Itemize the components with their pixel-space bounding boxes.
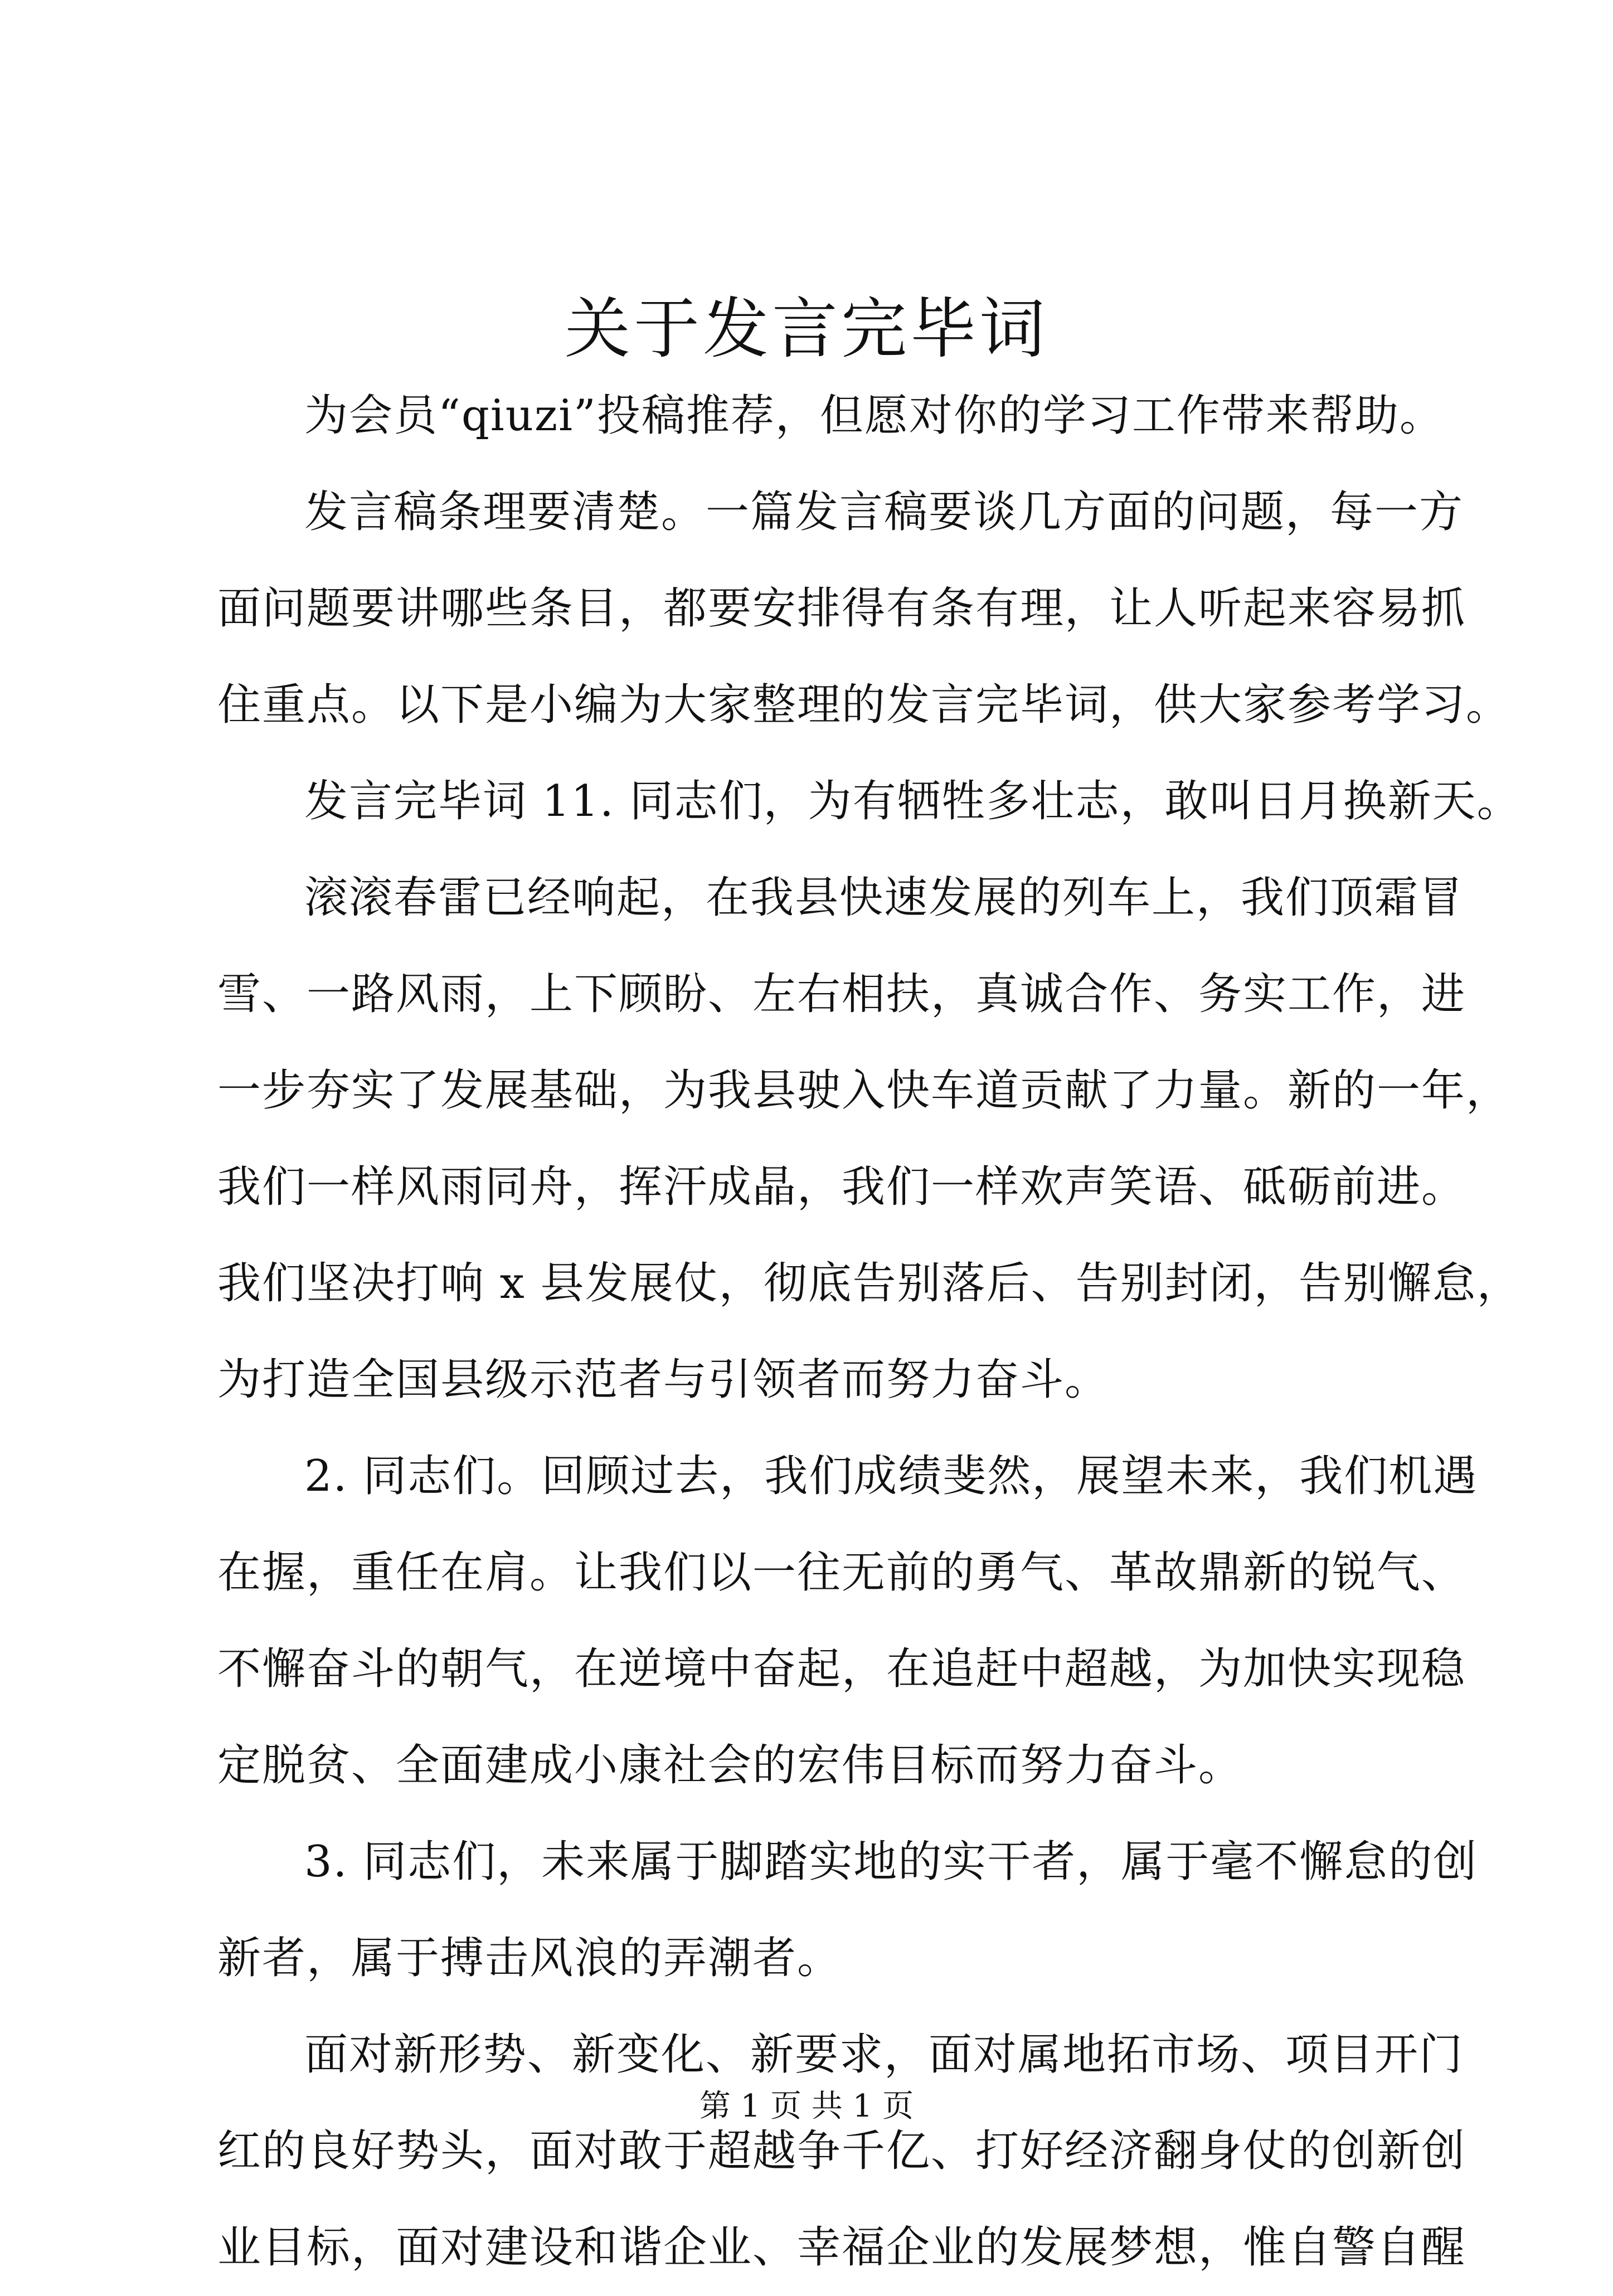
paragraph-line: 在握，重任在肩。让我们以一往无前的勇气、革故鼎新的锐气、	[217, 1548, 1466, 1598]
paragraph-line: 我们坚决打响 x 县发展仗，彻底告别落后、告别封闭，告别懈怠，	[217, 1258, 1522, 1308]
paragraph-line: 雪、一路风雨，上下顾盼、左右相扶，真诚合作、务实工作，进	[217, 969, 1466, 1019]
paragraph-line: 发言完毕词 11. 同志们，为有牺牲多壮志，敢叫日月换新天。	[304, 776, 1522, 826]
document-body	[217, 368, 1522, 2296]
paragraph-line: 为打造全国县级示范者与引领者而努力奋斗。	[217, 1355, 1110, 1405]
paragraph-line: 定脱贫、全面建成小康社会的宏伟目标而努力奋斗。	[217, 1740, 1243, 1791]
paragraph-line: 新者，属于搏击风浪的弄潮者。	[217, 1933, 842, 1983]
page-footer: 第 1 页 共 1 页	[699, 2088, 914, 2124]
paragraph-line: 3. 同志们，未来属于脚踏实地的实干者，属于毫不懈怠的创	[304, 1837, 1478, 1887]
paragraph-line: 2. 同志们。回顾过去，我们成绩斐然，展望未来，我们机遇	[304, 1451, 1478, 1501]
paragraph-line: 不懈奋斗的朝气，在逆境中奋起，在追赶中超越，为加快实现稳	[217, 1644, 1466, 1694]
paragraph-line: 为会员“qiuzi”投稿推荐，但愿对你的学习工作带来帮助。	[304, 391, 1444, 441]
paragraph-line: 住重点。以下是小编为大家整理的发言完毕词，供大家参考学习。	[217, 680, 1511, 730]
paragraph-line: 红的良好势头，面对敢于超越争千亿、打好经济翻身仗的创新创	[217, 2126, 1466, 2176]
paragraph-line: 发言稿条理要清楚。一篇发言稿要谈几方面的问题，每一方	[304, 487, 1464, 537]
paragraph-line: 面对新形势、新变化、新要求，面对属地拓市场、项目开门	[304, 2030, 1464, 2080]
paragraph-line: 滚滚春雷已经响起，在我县快速发展的列车上，我们顶霜冒	[304, 873, 1464, 923]
paragraph-line: 一步夯实了发展基础，为我县驶入快车道贡献了力量。新的一年，	[217, 1066, 1511, 1116]
paragraph-line: 面问题要讲哪些条目，都要安排得有条有理，让人听起来容易抓	[217, 583, 1466, 634]
document-title: 关于发言完毕词	[564, 290, 1048, 367]
paragraph-line: 业目标，面对建设和谐企业、幸福企业的发展梦想，惟自警自醒	[217, 2222, 1466, 2273]
paragraph-line: 我们一样风雨同舟，挥汗成晶，我们一样欢声笑语、砥砺前进。	[217, 1162, 1466, 1212]
